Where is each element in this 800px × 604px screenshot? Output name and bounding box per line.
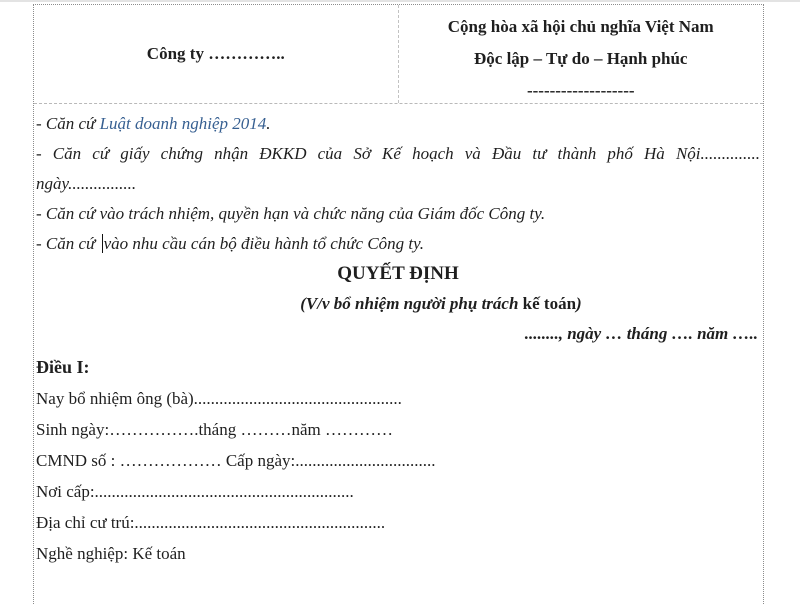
subtitle-suffix: ): [576, 294, 582, 313]
preamble-line-4[interactable]: [36, 229, 760, 259]
preamble-line-1[interactable]: [36, 109, 760, 139]
form-line-id-number[interactable]: CMND số : ……………… Cấp ngày:.................................: [36, 451, 436, 470]
document: [33, 4, 764, 604]
subtitle-emphasis: kế toán: [522, 294, 577, 313]
document-header-table: [34, 5, 763, 104]
date-line[interactable]: ........, ngày … tháng …. năm …..: [524, 324, 758, 343]
law-reference-link[interactable]: Luật doanh nghiệp 2014: [99, 114, 267, 133]
preamble-line-2[interactable]: [36, 139, 760, 199]
form-line-occupation[interactable]: Nghề nghiệp: Kế toán: [36, 544, 186, 563]
preamble-1-suffix: .: [266, 114, 271, 133]
viewport-top-divider: [0, 0, 800, 2]
form-line-appointee-name[interactable]: Nay bổ nhiệm ông (bà).................................................: [36, 389, 402, 408]
motto: Độc lập – Tự do – Hạnh phúc: [474, 49, 688, 68]
preamble-4-after-caret: vào nhu cầu cán bộ điều hành tổ chức Công ty.: [103, 234, 424, 253]
decision-title[interactable]: QUYẾT ĐỊNH: [337, 263, 459, 284]
preamble-2-wrap-line: ngày................: [36, 174, 137, 193]
header-cell-company[interactable]: [34, 5, 399, 103]
preamble-4-before-caret: - Căn cứ: [36, 234, 100, 253]
form-line-id-issue-place[interactable]: Nơi cấp:.............................................................: [36, 482, 354, 501]
article-1-heading[interactable]: Điều I:: [36, 357, 90, 377]
motto-separator: -------------------: [526, 81, 635, 100]
text-cursor: [102, 234, 103, 253]
document-body[interactable]: [34, 104, 763, 569]
preamble-1-prefix: - Căn cứ: [36, 114, 100, 133]
header-cell-motto[interactable]: [399, 5, 764, 103]
subtitle-prefix: (V/v bổ nhiệm người phụ trách: [300, 294, 523, 313]
preamble-line-3[interactable]: - Căn cứ vào trách nhiệm, quyền hạn và chức năng của Giám đốc Công ty.: [36, 204, 546, 223]
form-line-birth-date[interactable]: Sinh ngày:…………….tháng ………năm …………: [36, 420, 393, 439]
preamble-2-justified-line: - Căn cứ giấy chứng nhận ĐKKD của Sở Kế hoạch và Đầu tư thành phố Hà Nội..............: [36, 144, 760, 163]
company-name-placeholder: Công ty …………..: [146, 44, 285, 63]
form-line-residence-address[interactable]: Địa chỉ cư trú:...........................................................: [36, 513, 386, 532]
article-1: [36, 352, 760, 569]
decision-subtitle[interactable]: [36, 289, 760, 319]
national-title: Cộng hòa xã hội chủ nghĩa Việt Nam: [447, 17, 714, 36]
